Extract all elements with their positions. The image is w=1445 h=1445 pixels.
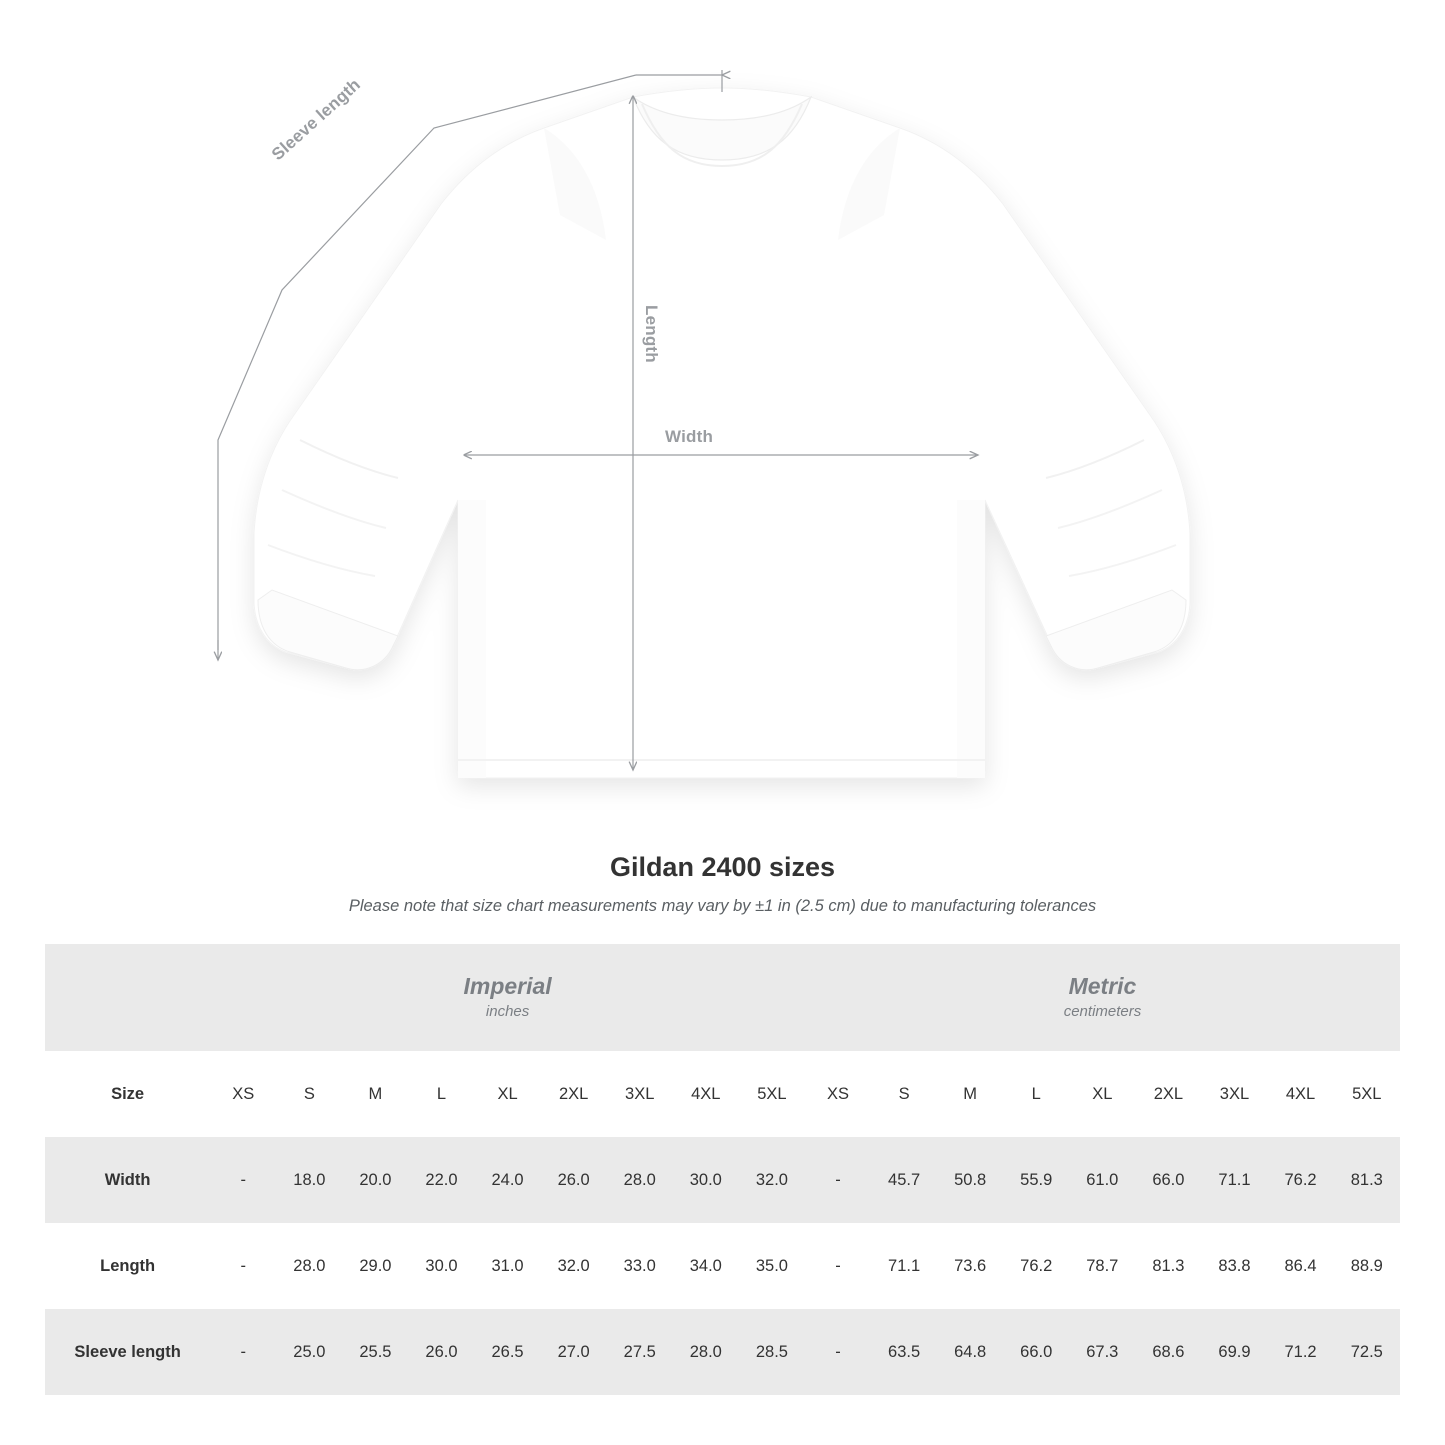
sleeve-length-dimension-label: Sleeve length	[268, 74, 365, 165]
width-metric-m: 50.8	[937, 1137, 1003, 1223]
width-imperial-l: 22.0	[408, 1137, 474, 1223]
sleeve-imperial-l: 26.0	[408, 1309, 474, 1395]
size-header-cell: Size	[45, 1051, 210, 1137]
sleeve-imperial-2xl: 27.0	[541, 1309, 607, 1395]
tolerance-note: Please note that size chart measurements may vary by ±1 in (2.5 cm) due to manufacturing tolerances	[348, 897, 1097, 915]
width-metric-l: 55.9	[1003, 1137, 1069, 1223]
width-metric-5xl: 81.3	[1334, 1137, 1400, 1223]
size-chart-table-wrapper	[45, 944, 1400, 1395]
sleeve-metric-5xl: 72.5	[1334, 1309, 1400, 1395]
sleeve-metric-s: 63.5	[871, 1309, 937, 1395]
length-imperial-3xl: 33.0	[607, 1223, 673, 1309]
width-metric-2xl: 66.0	[1135, 1137, 1201, 1223]
sleeve-metric-xl: 67.3	[1069, 1309, 1135, 1395]
table-row	[45, 1223, 1400, 1309]
title-block	[0, 830, 1445, 916]
width-imperial-4xl: 30.0	[673, 1137, 739, 1223]
width-imperial-s: 18.0	[276, 1137, 342, 1223]
length-imperial-s: 28.0	[276, 1223, 342, 1309]
width-metric-3xl: 71.1	[1201, 1137, 1267, 1223]
sleeve-imperial-s: 25.0	[276, 1309, 342, 1395]
length-metric-l: 76.2	[1003, 1223, 1069, 1309]
sleeve-metric-l: 66.0	[1003, 1309, 1069, 1395]
row-label-length: Length	[45, 1223, 210, 1309]
page-title: Gildan 2400 sizes	[609, 852, 836, 882]
length-imperial-5xl: 35.0	[739, 1223, 805, 1309]
size-header-metric-2xl: 2XL	[1135, 1051, 1201, 1137]
width-imperial-xs: -	[210, 1137, 276, 1223]
metric-label: Metric	[1068, 972, 1137, 999]
imperial-label: Imperial	[463, 972, 552, 999]
size-header-imperial-s: S	[276, 1051, 342, 1137]
length-imperial-4xl: 34.0	[673, 1223, 739, 1309]
width-imperial-2xl: 26.0	[541, 1137, 607, 1223]
unit-header-imperial	[210, 944, 805, 1051]
size-header-metric-l: L	[1003, 1051, 1069, 1137]
unit-header-row	[45, 944, 1400, 1051]
size-header-imperial-5xl: 5XL	[739, 1051, 805, 1137]
length-metric-3xl: 83.8	[1201, 1223, 1267, 1309]
width-imperial-xl: 24.0	[475, 1137, 541, 1223]
length-metric-4xl: 86.4	[1268, 1223, 1334, 1309]
length-metric-5xl: 88.9	[1334, 1223, 1400, 1309]
size-header-metric-xs: XS	[805, 1051, 871, 1137]
length-imperial-l: 30.0	[408, 1223, 474, 1309]
size-header-metric-3xl: 3XL	[1201, 1051, 1267, 1137]
table-row	[45, 1309, 1400, 1395]
imperial-sublabel: inches	[485, 1002, 530, 1020]
length-metric-xl: 78.7	[1069, 1223, 1135, 1309]
sleeve-metric-2xl: 68.6	[1135, 1309, 1201, 1395]
sleeve-metric-3xl: 69.9	[1201, 1309, 1267, 1395]
sleeve-imperial-4xl: 28.0	[673, 1309, 739, 1395]
length-imperial-m: 29.0	[342, 1223, 408, 1309]
sleeve-imperial-5xl: 28.5	[739, 1309, 805, 1395]
size-header-imperial-l: L	[408, 1051, 474, 1137]
length-metric-m: 73.6	[937, 1223, 1003, 1309]
sleeve-metric-4xl: 71.2	[1268, 1309, 1334, 1395]
size-header-imperial-3xl: 3XL	[607, 1051, 673, 1137]
size-header-metric-s: S	[871, 1051, 937, 1137]
size-header-imperial-m: M	[342, 1051, 408, 1137]
width-imperial-m: 20.0	[342, 1137, 408, 1223]
sleeve-imperial-xl: 26.5	[475, 1309, 541, 1395]
sleeve-imperial-xs: -	[210, 1309, 276, 1395]
length-imperial-xs: -	[210, 1223, 276, 1309]
shirt-shape	[254, 88, 1190, 778]
size-header-imperial-xl: XL	[475, 1051, 541, 1137]
row-label-sleeve-length: Sleeve length	[45, 1309, 210, 1395]
size-header-imperial-2xl: 2XL	[541, 1051, 607, 1137]
width-imperial-3xl: 28.0	[607, 1137, 673, 1223]
sleeve-metric-xs: -	[805, 1309, 871, 1395]
width-imperial-5xl: 32.0	[739, 1137, 805, 1223]
length-metric-xs: -	[805, 1223, 871, 1309]
size-header-metric-xl: XL	[1069, 1051, 1135, 1137]
length-metric-2xl: 81.3	[1135, 1223, 1201, 1309]
sleeve-metric-m: 64.8	[937, 1309, 1003, 1395]
width-metric-s: 45.7	[871, 1137, 937, 1223]
table-row	[45, 1137, 1400, 1223]
size-header-metric-5xl: 5XL	[1334, 1051, 1400, 1137]
unit-header-metric	[805, 944, 1400, 1051]
metric-sublabel: centimeters	[1063, 1002, 1142, 1020]
unit-header-blank	[45, 944, 210, 1051]
size-header-metric-4xl: 4XL	[1268, 1051, 1334, 1137]
length-imperial-2xl: 32.0	[541, 1223, 607, 1309]
row-label-width: Width	[45, 1137, 210, 1223]
width-metric-xs: -	[805, 1137, 871, 1223]
size-header-imperial-xs: XS	[210, 1051, 276, 1137]
length-dimension-label: Length	[642, 305, 661, 363]
length-metric-s: 71.1	[871, 1223, 937, 1309]
size-chart-table	[45, 944, 1400, 1395]
width-dimension-label: Width	[665, 427, 714, 446]
width-metric-4xl: 76.2	[1268, 1137, 1334, 1223]
size-header-row	[45, 1051, 1400, 1137]
sleeve-imperial-m: 25.5	[342, 1309, 408, 1395]
width-metric-xl: 61.0	[1069, 1137, 1135, 1223]
sleeve-imperial-3xl: 27.5	[607, 1309, 673, 1395]
length-imperial-xl: 31.0	[475, 1223, 541, 1309]
size-header-imperial-4xl: 4XL	[673, 1051, 739, 1137]
size-header-metric-m: M	[937, 1051, 1003, 1137]
